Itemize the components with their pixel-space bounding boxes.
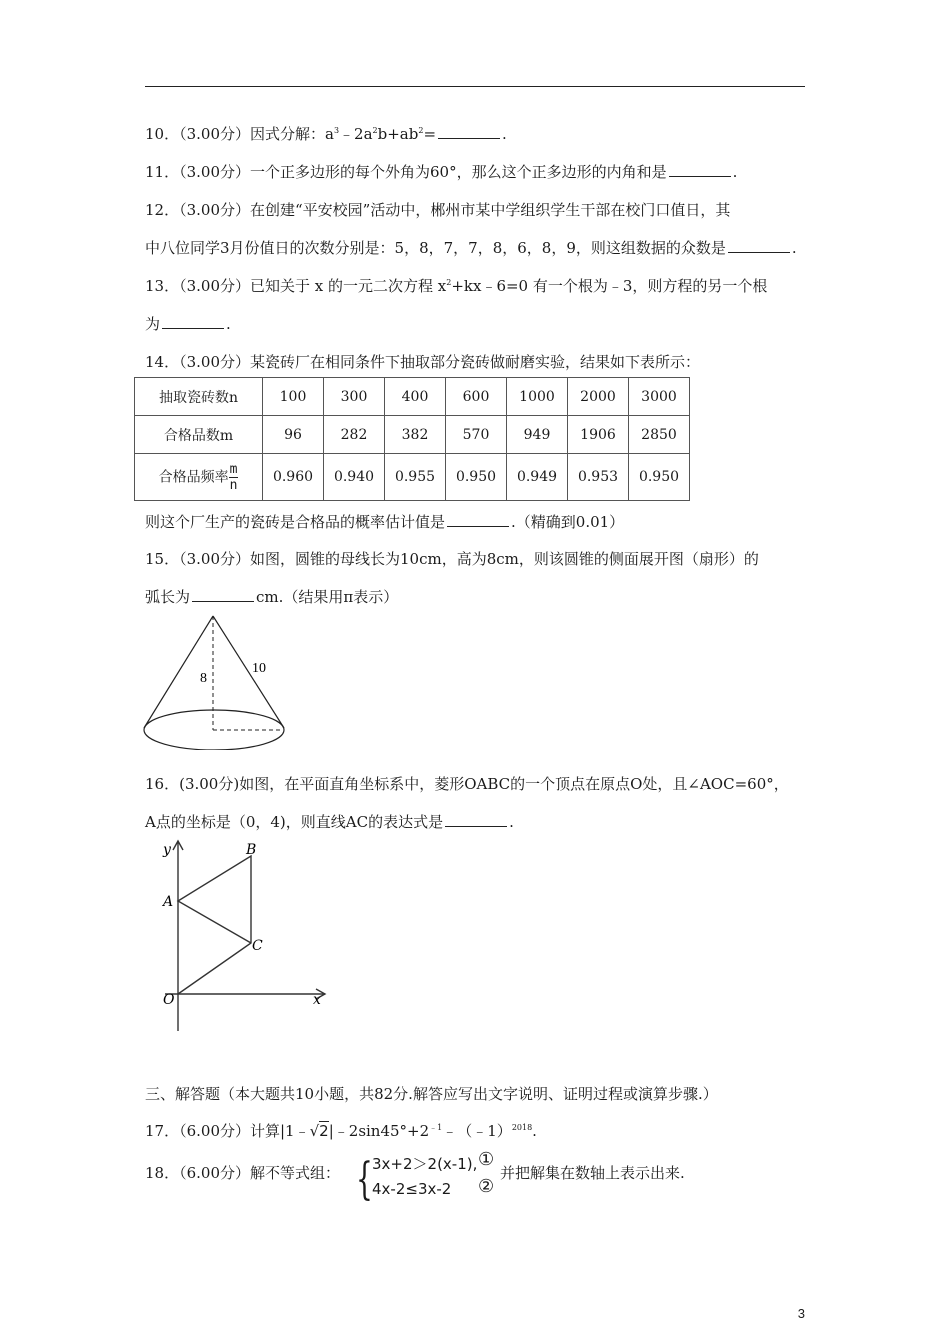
answer-blank	[445, 812, 507, 827]
answer-blank	[447, 512, 509, 527]
question-12: 12．（3.00分）在创建“平安校园”活动中，郴州市某中学组织学生干部在校门口值日，其	[145, 201, 731, 219]
question-14-cont: 则这个厂生产的瓷砖是合格品的概率估计值是 .（精确到0.01）	[145, 513, 625, 531]
rhombus-figure	[155, 836, 335, 1036]
sqrt-symbol: √2	[309, 1122, 329, 1140]
question-18-cont: 并把解集在数轴上表示出来.	[500, 1164, 685, 1182]
question-13-cont: 为 .	[145, 315, 231, 333]
question-15: 15．（3.00分）如图，圆锥的母线长为10cm，高为8cm，则该圆锥的侧面展开图（扇形）的	[145, 550, 759, 568]
question-14: 14．（3.00分）某瓷砖厂在相同条件下抽取部分瓷砖做耐磨实验，结果如下表所示：	[145, 353, 701, 371]
page-number: 3	[797, 1306, 805, 1321]
system-brace: {	[356, 1154, 373, 1205]
question-number: 12．（3.00分）	[145, 201, 250, 219]
question-number: 17．（6.00分）	[145, 1122, 250, 1140]
header-rule	[145, 86, 805, 87]
section-3-heading: 三、解答题（本大题共10小题，共82分.解答应写出文字说明、证明过程或演算步骤.）	[145, 1085, 718, 1103]
inequality-1: 3x+2＞2(x-1),	[372, 1155, 478, 1173]
question-number: 15．（3.00分）	[145, 550, 250, 568]
question-number: 13．（3.00分）	[145, 277, 250, 295]
point-A-label: A	[163, 894, 174, 910]
answer-blank	[669, 162, 731, 177]
answer-blank	[162, 314, 224, 329]
point-O-label: O	[163, 992, 175, 1008]
point-C-label: C	[252, 938, 263, 954]
inequality-2: 4x-2≤3x-2	[372, 1180, 452, 1198]
question-18: 18．（6.00分）解不等式组：	[145, 1164, 341, 1182]
table-row: 抽取瓷砖数n 100 300 400 600 1000 2000 3000	[135, 378, 690, 416]
rhombus-edges	[178, 856, 251, 994]
circled-2: ②	[478, 1176, 495, 1197]
question-12-cont: 中八位同学3月份值日的次数分别是：5，8，7，7，8，6，8，9，则这组数据的众数是 .	[145, 239, 797, 257]
question-13: 13．（3.00分）已知关于 x 的一元二次方程 $x^2+kx﹣6=0$ 有一个根为﹣3，则方程的另一个根	[145, 277, 768, 295]
question-number: 11．（3.00分）	[145, 163, 250, 181]
point-B-label: B	[246, 842, 257, 858]
question-16: 16．(3.00分)如图，在平面直角坐标系中，菱形OABC的一个顶点在原点O处，且∠AOC=60°，	[145, 775, 789, 793]
cone-figure	[140, 610, 290, 750]
question-16-cont: A点的坐标是（0，4)，则直线AC的表达式是 .	[145, 813, 514, 831]
question-10: 10．（3.00分）因式分解：$a^3﹣2a^2b+ab^2=$ .	[145, 125, 507, 143]
question-number: 14．（3.00分）	[145, 353, 250, 371]
slant-label: 10	[252, 661, 266, 676]
table-row: 合格品数m 96 282 382 570 949 1906 2850	[135, 416, 690, 454]
answer-blank	[438, 124, 500, 139]
answer-blank	[192, 587, 254, 602]
tile-test-table	[134, 377, 690, 501]
answer-blank	[728, 238, 790, 253]
cone-right-slant	[213, 616, 284, 728]
question-number: 16．(3.00分)	[145, 775, 240, 793]
fraction-m-over-n: $\frac{m}{n}$	[229, 461, 238, 493]
question-11: 11．（3.00分）一个正多边形的每个外角为60°，那么这个正多边形的内角和是 .	[145, 163, 738, 181]
table-row: 合格品频率 $\frac{m}{n}$ 0.960 0.940 0.955 0.950 0.949 0.953 0.950	[135, 454, 690, 501]
question-number: 18．（6.00分）	[145, 1164, 250, 1182]
height-label: 8	[200, 671, 207, 686]
question-17: 17．（6.00分）计算$|1﹣√2|﹣2\sin 45^\circ+2^{﹣1}﹣(﹣1)^{2018}$.	[145, 1122, 537, 1140]
circled-1: ①	[478, 1149, 495, 1170]
x-label: x	[313, 992, 321, 1008]
question-number: 10．（3.00分）	[145, 125, 250, 143]
y-label: y	[163, 842, 171, 858]
question-15-cont: 弧长为 cm.（结果用π表示）	[145, 588, 399, 606]
